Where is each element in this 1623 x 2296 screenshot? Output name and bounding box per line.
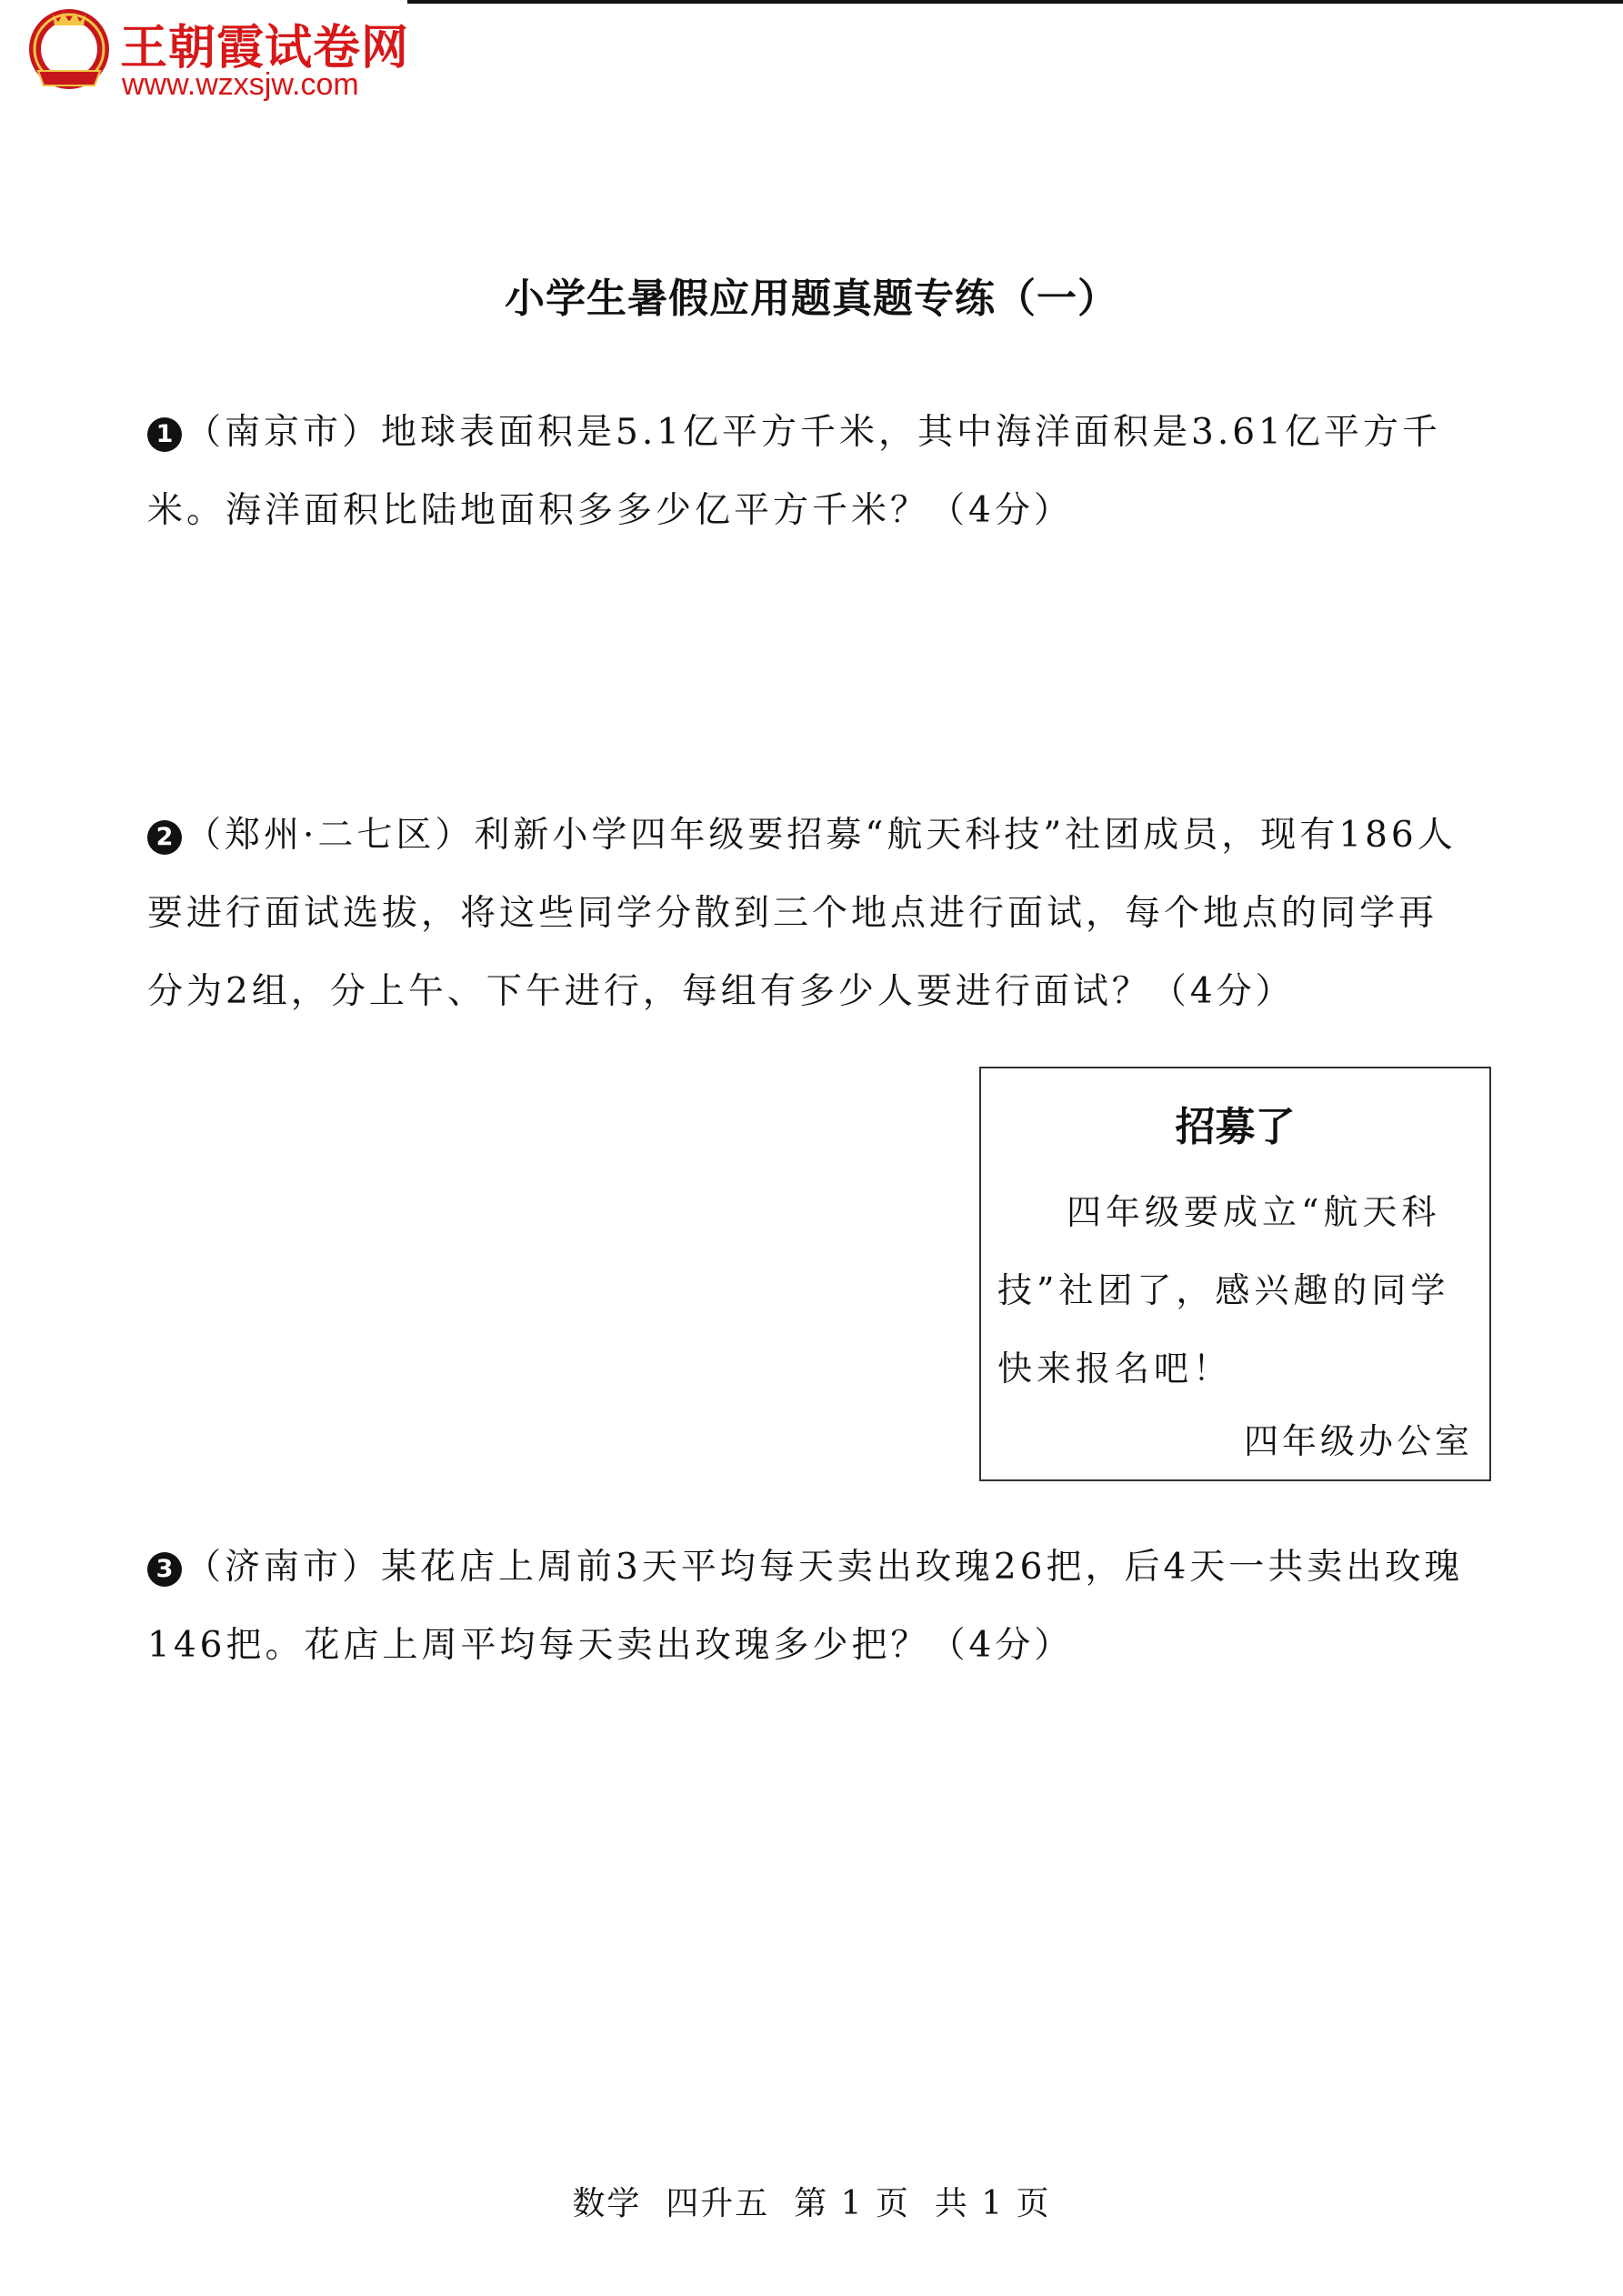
recruitment-notice-box: [979, 1067, 1491, 1481]
logo-url[interactable]: www.wzxsjw.com: [122, 67, 359, 102]
question-number-badge: 1: [147, 417, 182, 452]
question-text: （济南市）某花店上周前3天平均每天卖出玫瑰26把，后4天一共卖出玫瑰146把。花店上周平均每天卖出玫瑰多少把？（4分）: [147, 1547, 1464, 1666]
notice-body: 四年级要成立“航天科技”社团了，感兴趣的同学快来报名吧！: [997, 1192, 1450, 1389]
question-3: [147, 1529, 1475, 1685]
page-title: 小学生暑假应用题真题专练（一）: [505, 276, 1118, 322]
notice-title: 招募了: [1175, 1104, 1296, 1150]
question-2: [147, 797, 1475, 1031]
page-footer: 数学 四升五 第 1 页 共 1 页: [572, 2185, 1051, 2222]
question-text: （南京市）地球表面积是5.1亿平方千米，其中海洋面积是3.61亿平方千米。海洋面积比陆地面积多多少亿平方千米？（4分）: [147, 412, 1441, 531]
question-number-badge: 2: [147, 820, 182, 855]
question-text: （郑州·二七区）利新小学四年级要招募“航天科技”社团成员，现有186人要进行面试选拔，将这些同学分散到三个地点进行面试，每个地点的同学再分为2组，分上午、下午进行，每组有多少人要进行面试？（4分）: [147, 815, 1457, 1012]
question-1: [147, 394, 1475, 550]
header-rule: [407, 0, 1623, 4]
notice-signature: 四年级办公室: [1243, 1421, 1473, 1461]
site-logo[interactable]: [25, 7, 444, 107]
logo-name: 王朝霞试卷网: [120, 21, 410, 75]
question-number-badge: 3: [147, 1552, 182, 1587]
logo-badge-icon: [25, 7, 113, 95]
